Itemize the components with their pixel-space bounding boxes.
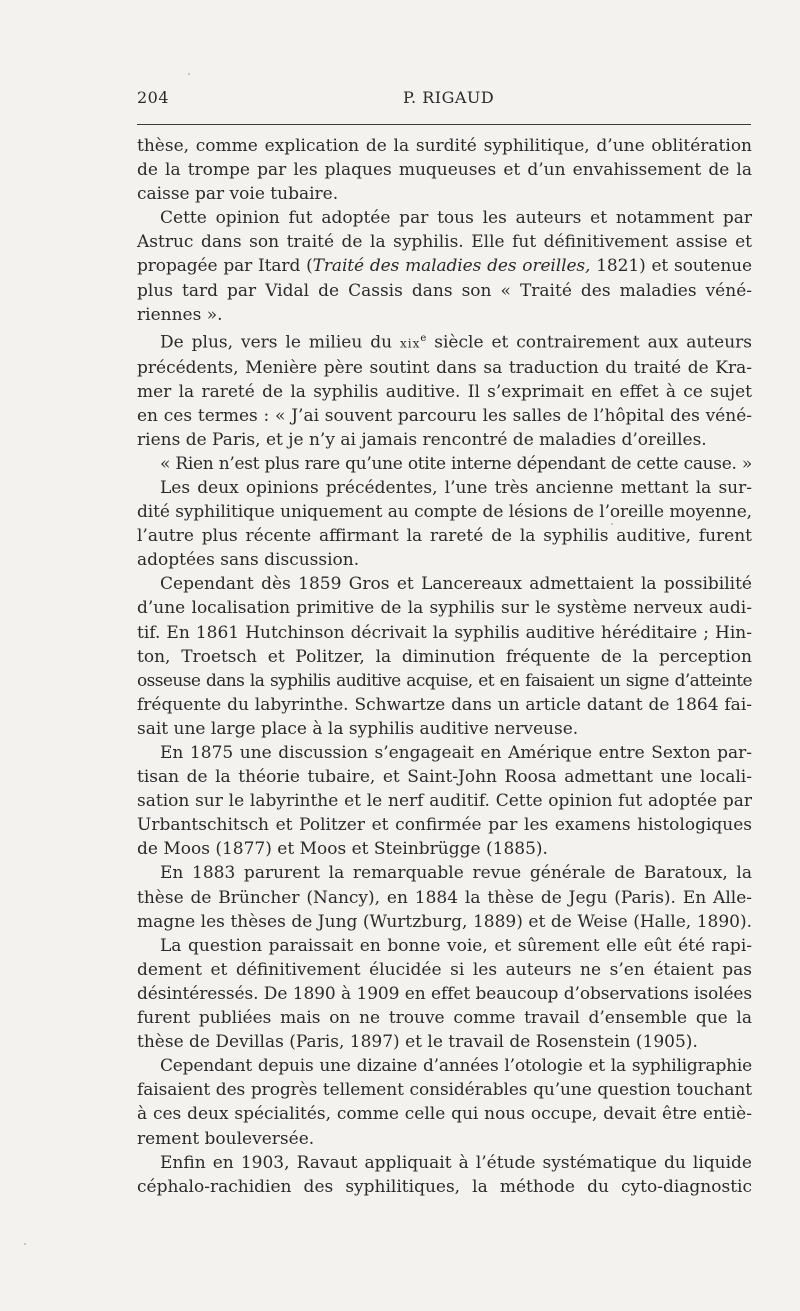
text-line: thèse de Brüncher (Nancy), en 1884 la thèse de Jegu (Paris). En Alle- (137, 887, 752, 908)
superscript: e (420, 332, 427, 344)
text-line: La question paraissait en bonne voie, et sûrement elle eût été rapi- (160, 935, 752, 956)
book-title-citation: Traité des maladies des oreilles, (312, 256, 591, 277)
text-run: 1821) et soutenue (590, 256, 752, 277)
text-line: mer la rareté de la syphilis auditive. Il s’exprimait en effet à ce sujet (137, 381, 752, 402)
text-line (137, 327, 752, 356)
text-line: Enfin en 1903, Ravaut appliquait à l’étude systématique du liquide (160, 1152, 752, 1173)
text-line: adoptées sans discussion. (137, 550, 360, 571)
text-line: faisaient des progrès tellement considérables qu’une question touchant (137, 1080, 752, 1101)
text-line: dité syphilitique uniquement au compte de lésions de l’oreille moyenne, (137, 502, 752, 523)
text-line: désintéressés. De 1890 à 1909 en effet beaucoup d’observations isolées (137, 983, 752, 1004)
text-line: thèse, comme explication de la surdité syphilitique, d’une oblitération (137, 136, 752, 156)
text-line: plus tard par Vidal de Cassis dans son « Traité des maladies véné- (137, 280, 752, 301)
text-line: magne les thèses de Jung (Wurtzburg, 1889) et de Weise (Halle, 1890). (137, 911, 752, 932)
text-line: Les deux opinions précédentes, l’une très ancienne mettant la sur- (160, 477, 752, 498)
header-rule (137, 124, 751, 125)
text-line: rement bouleversée. (137, 1128, 315, 1149)
text-line: de Moos (1877) et Moos et Steinbrügge (1885). (137, 839, 548, 860)
text-run: siècle et contrairement aux auteurs (426, 332, 753, 353)
text-line: précédents, Menière père soutint dans sa traduction du traité de Kra- (137, 357, 752, 378)
text-line: riens de Paris, et je n’y ai jamais rencontré de maladies d’oreilles. (137, 429, 707, 450)
paper-speck (611, 523, 613, 525)
text-line: sait une large place à la syphilis auditive nerveuse. (137, 718, 579, 739)
century-numeral: xix (400, 336, 421, 351)
text-line: « Rien n’est plus rare qu’une otite interne dépendant de cette cause. » (160, 453, 752, 474)
text-line: En 1875 une discussion s’engageait en Amérique entre Sexton par- (160, 743, 752, 763)
page-number: 204 (137, 88, 170, 107)
paper-speck (24, 1243, 26, 1245)
text-line: ton, Troetsch et Politzer, la diminution fréquente de la perception (137, 646, 752, 667)
running-title: P. RIGAUD (403, 88, 495, 107)
text-line: tif. En 1861 Hutchinson décrivait la syphilis auditive héréditaire ; Hin- (137, 622, 752, 643)
text-line: dement et définitivement élucidée si les auteurs ne s’en étaient pas (137, 959, 752, 980)
text-line: Cette opinion fut adoptée par tous les auteurs et notamment par (160, 208, 752, 229)
text-run: propagée par Itard ( (137, 256, 313, 277)
text-line: sation sur le labyrinthe et le nerf auditif. Cette opinion fut adoptée par (137, 791, 752, 812)
text-line: riennes ». (137, 304, 223, 325)
text-line: Urbantschitsch et Politzer et confirmée par les examens histologiques (137, 815, 752, 836)
text-line: d’une localisation primitive de la syphilis sur le système nerveux audi- (137, 598, 752, 619)
text-line: l’autre plus récente affirmant la rareté de la syphilis auditive, furent (137, 526, 752, 547)
text-line: caisse par voie tubaire. (137, 184, 339, 205)
body-text (137, 134, 752, 1199)
paper-speck (188, 73, 190, 75)
text-line: Cependant depuis une dizaine d’années l’otologie et la syphiligraphie (160, 1056, 752, 1077)
text-line: furent publiées mais on ne trouve comme travail d’ensemble que la (137, 1008, 752, 1029)
text-line: Astruc dans son traité de la syphilis. Elle fut définitivement assise et (137, 232, 752, 253)
running-head (137, 88, 752, 112)
text-line (137, 254, 752, 278)
text-line: céphalo-rachidien des syphilitiques, la méthode du cyto-diagnostic (137, 1176, 752, 1197)
text-run: De plus, vers le milieu du (160, 332, 401, 353)
text-line: en ces termes : « J’ai souvent parcouru les salles de l’hôpital des véné- (137, 405, 752, 426)
text-line: de la trompe par les plaques muqueuses et d’un envahissement de la (137, 160, 752, 181)
text-line: thèse de Devillas (Paris, 1897) et le travail de Rosenstein (1905). (137, 1032, 698, 1053)
text-line: osseuse dans la syphilis auditive acquise, et en faisaient un signe d’atteinte (137, 670, 752, 691)
text-line: tisan de la théorie tubaire, et Saint-John Roosa admettant une locali- (137, 767, 752, 788)
text-line: En 1883 parurent la remarquable revue générale de Baratoux, la (160, 863, 752, 884)
text-line: à ces deux spécialités, comme celle qui nous occupe, devait être entiè- (137, 1104, 752, 1125)
text-line: Cependant dès 1859 Gros et Lancereaux admettaient la possibilité (160, 574, 752, 595)
text-line: fréquente du labyrinthe. Schwartze dans un article datant de 1864 fai- (137, 694, 752, 715)
